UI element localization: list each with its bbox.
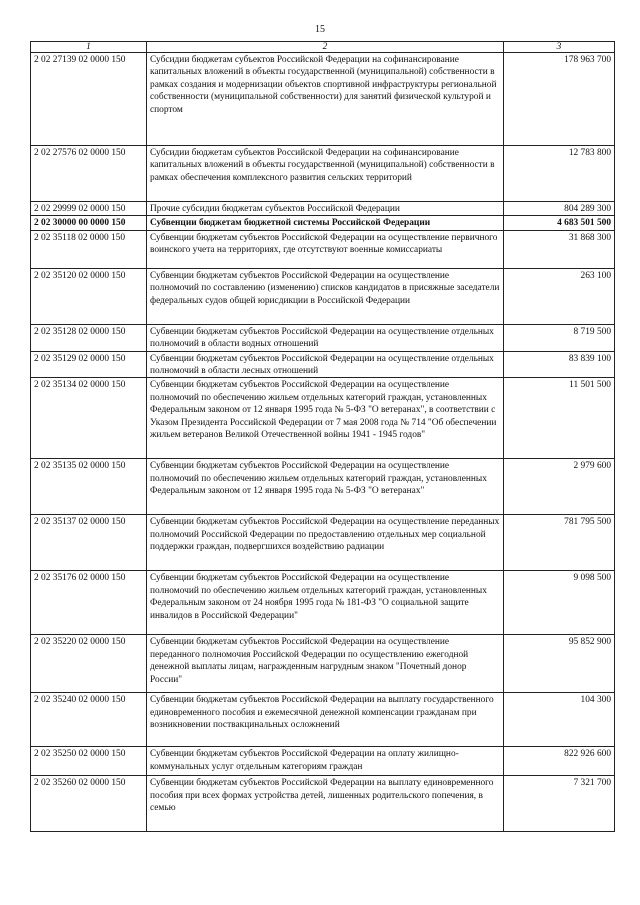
row-amount: 12 783 800 [504, 146, 615, 202]
row-code: 2 02 35176 02 0000 150 [31, 571, 147, 635]
row-amount: 804 289 300 [504, 202, 615, 216]
row-code: 2 02 35128 02 0000 150 [31, 324, 147, 351]
row-code: 2 02 27139 02 0000 150 [31, 53, 147, 146]
row-code: 2 02 30000 00 0000 150 [31, 216, 147, 230]
row-name: Прочие субсидии бюджетам субъектов Российской Федерации [147, 202, 504, 216]
page-number: 15 [315, 24, 325, 35]
row-amount: 95 852 900 [504, 635, 615, 693]
row-code: 2 02 35240 02 0000 150 [31, 693, 147, 747]
row-code: 2 02 35137 02 0000 150 [31, 515, 147, 571]
table-row [31, 571, 615, 635]
row-name: Субвенции бюджетам субъектов Российской Федерации на осуществление переданного полномочия Российской Федерации по осуществлению ежегодной денежной выплаты лицам, награжденным нагрудным знаком "Почетный донор России" [147, 635, 504, 693]
row-code: 2 02 35134 02 0000 150 [31, 378, 147, 459]
row-name: Субвенции бюджетам субъектов Российской Федерации на осуществление полномочий по составлению (изменению) списков кандидатов в присяжные заседатели федеральных судов общей юрисдикции в Российской Федерации [147, 268, 504, 324]
table-row [31, 635, 615, 693]
row-amount: 7 321 700 [504, 776, 615, 832]
row-code: 2 02 35260 02 0000 150 [31, 776, 147, 832]
table-row [31, 693, 615, 747]
row-name: Субвенции бюджетам субъектов Российской Федерации на оплату жилищно-коммунальных услуг отдельным категориям граждан [147, 747, 504, 776]
table-row [31, 459, 615, 515]
row-amount: 9 098 500 [504, 571, 615, 635]
row-code: 2 02 35220 02 0000 150 [31, 635, 147, 693]
row-code: 2 02 35118 02 0000 150 [31, 230, 147, 268]
row-amount: 11 501 500 [504, 378, 615, 459]
row-name: Субвенции бюджетам субъектов Российской Федерации на осуществление полномочий по обеспечению жильем отдельных категорий граждан, установленных Федеральным законом от 12 января 1995 года № 5-ФЗ "О ветеранах" [147, 459, 504, 515]
budget-revenue-table [30, 41, 615, 832]
row-name: Субвенции бюджетам субъектов Российской Федерации на осуществление отдельных полномочий в области лесных отношений [147, 351, 504, 378]
table-row [31, 268, 615, 324]
row-name: Субсидии бюджетам субъектов Российской Федерации на софинансирование капитальных вложений в объекты государственной (муниципальной) собственности в рамках создания и модернизации объектов спортивной инфраструктуры региональной собственности (муниципальной собственности) для занятий физической культурой и спортом [147, 53, 504, 146]
row-amount: 104 300 [504, 693, 615, 747]
row-amount: 263 100 [504, 268, 615, 324]
table-row [31, 146, 615, 202]
column-header-name: 2 [147, 42, 504, 53]
column-header-code: 1 [31, 42, 147, 53]
row-amount: 822 926 600 [504, 747, 615, 776]
row-name: Субвенции бюджетам субъектов Российской Федерации на выплату единовременного пособия при всех формах устройства детей, лишенных родительского попечения, в семью [147, 776, 504, 832]
table-row-total [31, 216, 615, 230]
table-row [31, 351, 615, 378]
row-amount: 2 979 600 [504, 459, 615, 515]
row-amount: 8 719 500 [504, 324, 615, 351]
row-amount: 4 683 501 500 [504, 216, 615, 230]
column-header-amount: 3 [504, 42, 615, 53]
row-name: Субвенции бюджетам субъектов Российской Федерации на осуществление первичного воинского учета на территориях, где отсутствуют военные комиссариаты [147, 230, 504, 268]
row-name: Субвенции бюджетам бюджетной системы Российской Федерации [147, 216, 504, 230]
table-row [31, 53, 615, 146]
table-row [31, 515, 615, 571]
row-amount: 178 963 700 [504, 53, 615, 146]
row-amount: 83 839 100 [504, 351, 615, 378]
row-code: 2 02 35250 02 0000 150 [31, 747, 147, 776]
row-name: Субсидии бюджетам субъектов Российской Федерации на софинансирование капитальных вложений в объекты государственной (муниципальной) собственности в рамках обеспечения комплексного развития сельских территорий [147, 146, 504, 202]
row-name: Субвенции бюджетам субъектов Российской Федерации на осуществление отдельных полномочий в области водных отношений [147, 324, 504, 351]
row-code: 2 02 35135 02 0000 150 [31, 459, 147, 515]
row-amount: 781 795 500 [504, 515, 615, 571]
table-row [31, 378, 615, 459]
row-name: Субвенции бюджетам субъектов Российской Федерации на выплату государственного единовременного пособия и ежемесячной денежной компенсации гражданам при возникновении поствакцинальных осложнений [147, 693, 504, 747]
row-code: 2 02 35120 02 0000 150 [31, 268, 147, 324]
row-name: Субвенции бюджетам субъектов Российской Федерации на осуществление полномочий по обеспечению жильем отдельных категорий граждан, установленных Федеральным законом от 12 января 1995 года № 5-ФЗ "О ветеранах", в соответствии с Указом Президента Российской Федерации от 7 мая 2008 года № 714 "Об обеспечении жильем ветеранов Великой Отечественной войны 1941 - 1945 годов" [147, 378, 504, 459]
row-code: 2 02 27576 02 0000 150 [31, 146, 147, 202]
row-name: Субвенции бюджетам субъектов Российской Федерации на осуществление переданных полномочий Российской Федерации по предоставлению отдельных мер социальной поддержки граждан, подвергшихся воздействию радиации [147, 515, 504, 571]
table-row [31, 776, 615, 832]
row-code: 2 02 29999 02 0000 150 [31, 202, 147, 216]
row-name: Субвенции бюджетам субъектов Российской Федерации на осуществление полномочий по обеспечению жильем отдельных категорий граждан, установленных Федеральным законом от 24 ноября 1995 года № 181-ФЗ "О социальной защите инвалидов в Российской Федерации" [147, 571, 504, 635]
table-row [31, 230, 615, 268]
table-row [31, 202, 615, 216]
table-header-row [31, 42, 615, 53]
row-code: 2 02 35129 02 0000 150 [31, 351, 147, 378]
table-row [31, 324, 615, 351]
table-row [31, 747, 615, 776]
row-amount: 31 868 300 [504, 230, 615, 268]
